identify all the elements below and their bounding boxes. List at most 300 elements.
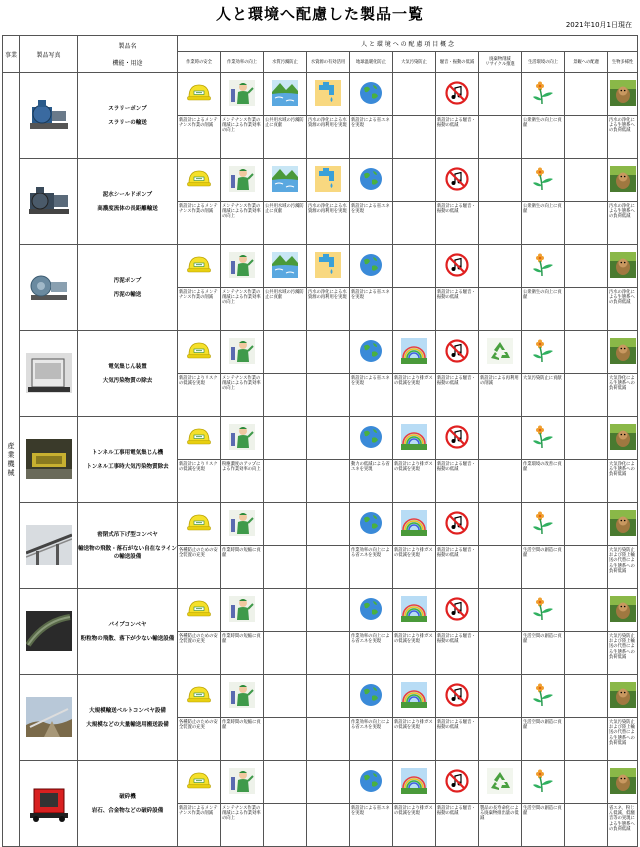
effect-text: メンテナンス作業の削減による作業効率の向上 bbox=[221, 202, 264, 245]
header-jigyo: 事業 bbox=[3, 36, 20, 73]
effect-text: 新設計による省エネを実現 bbox=[350, 288, 393, 331]
icon-cell bbox=[393, 331, 436, 374]
effect-text bbox=[565, 546, 608, 589]
product-name: 密閉式吊下げ型コンベヤ bbox=[97, 531, 158, 538]
icon-cell bbox=[565, 761, 608, 804]
effect-text: 汚水の浄化による水資源の再利用を実現 bbox=[307, 202, 350, 245]
product-function: 高濃度流体の長距離輸送 bbox=[97, 205, 158, 212]
effect-text: 生活空間の創造に貢献 bbox=[522, 718, 565, 761]
effect-text bbox=[393, 288, 436, 331]
effect-text: 作業効率の向上による省エネを実現 bbox=[350, 718, 393, 761]
effect-text: 作業時間の短縮に貢献 bbox=[221, 632, 264, 675]
icon-cell bbox=[221, 73, 264, 116]
effect-text bbox=[393, 116, 436, 159]
product-name-cell bbox=[78, 159, 178, 245]
effect-text: 大気汚染防止および陸上輸送の代替による生態系への負荷低減 bbox=[608, 718, 638, 761]
faucet-icon bbox=[315, 252, 341, 278]
table-row bbox=[3, 73, 638, 116]
product-name: 電気集じん装置 bbox=[108, 363, 147, 370]
icon-cell bbox=[436, 73, 479, 116]
icon-cell bbox=[221, 159, 264, 202]
product-name-cell bbox=[78, 331, 178, 417]
worker-icon bbox=[229, 682, 255, 708]
effect-text: 新設計によりリスクの低減を実現 bbox=[178, 374, 221, 417]
effect-text: 大気浄化による生態系への負荷低減 bbox=[608, 374, 638, 417]
flower-icon bbox=[530, 768, 556, 794]
flower-icon bbox=[530, 424, 556, 450]
flower-icon bbox=[530, 166, 556, 192]
product-table bbox=[2, 35, 638, 847]
effect-text: 新設計により排ガスの低減を実現 bbox=[393, 632, 436, 675]
worker-icon bbox=[229, 596, 255, 622]
effect-text bbox=[479, 460, 522, 503]
icon-cell bbox=[307, 761, 350, 804]
hardhat-icon bbox=[186, 338, 212, 364]
icon-cell bbox=[436, 331, 479, 374]
icon-cell bbox=[264, 73, 307, 116]
header-photo: 製品写真 bbox=[20, 36, 78, 73]
effect-text bbox=[479, 546, 522, 589]
icon-cell bbox=[393, 73, 436, 116]
product-function: トンネル工事時大気汚染物質除去 bbox=[86, 463, 169, 470]
table-row bbox=[3, 331, 638, 374]
effect-text: 生活空間の創造に貢献 bbox=[522, 632, 565, 675]
icon-cell bbox=[221, 503, 264, 546]
hardhat-icon bbox=[186, 510, 212, 536]
effect-text: 新設計によりリスクの低減を実現 bbox=[178, 460, 221, 503]
effect-text bbox=[307, 374, 350, 417]
icon-cell bbox=[479, 589, 522, 632]
icon-cell bbox=[350, 245, 393, 288]
product-photo bbox=[26, 95, 72, 135]
page-title: 人と環境へ配慮した製品一覧 bbox=[215, 5, 424, 23]
icon-cell bbox=[436, 417, 479, 460]
icon-cell bbox=[522, 73, 565, 116]
effect-text: 新設計によるメンテナンス作業の削減 bbox=[178, 288, 221, 331]
effect-text bbox=[264, 546, 307, 589]
icon-cell bbox=[221, 331, 264, 374]
effect-text bbox=[565, 116, 608, 159]
rainbow-icon bbox=[401, 510, 427, 536]
icon-cell bbox=[264, 589, 307, 632]
icon-cell bbox=[436, 245, 479, 288]
icon-cell bbox=[264, 417, 307, 460]
effect-text: 各種防止のための安全装置の充実 bbox=[178, 546, 221, 589]
effect-text: 新設計による騒音・振動の低減 bbox=[436, 632, 479, 675]
effect-text: 新設計による騒音・振動の低減 bbox=[436, 804, 479, 847]
icon-cell bbox=[264, 245, 307, 288]
col-header-5: 大気汚染防止 bbox=[393, 52, 436, 73]
icon-cell bbox=[264, 675, 307, 718]
as-of-date: 2021年10月1日現在 bbox=[565, 21, 632, 29]
effect-text: 公共用水域の汚濁防止に貢献 bbox=[264, 202, 307, 245]
no-noise-icon bbox=[444, 252, 470, 278]
effect-text: 新設計による騒音・振動の低減 bbox=[436, 374, 479, 417]
effect-text: 新設計による騒音・振動の低減 bbox=[436, 460, 479, 503]
effect-text bbox=[565, 804, 608, 847]
icon-cell bbox=[565, 417, 608, 460]
flower-icon bbox=[530, 252, 556, 278]
effect-text: メンテナンス作業の削減による作業効率の向上 bbox=[221, 288, 264, 331]
effect-text bbox=[565, 718, 608, 761]
icon-cell bbox=[393, 159, 436, 202]
icon-cell bbox=[522, 331, 565, 374]
header-group: 人 と 環 境 へ の 配 慮 項 目 概 念 bbox=[178, 36, 638, 52]
effect-text: 汚水の浄化による生態系への負荷低減 bbox=[608, 202, 638, 245]
icon-cell bbox=[178, 245, 221, 288]
effect-text: 汚水の浄化による生態系への負荷低減 bbox=[608, 288, 638, 331]
recycle-icon bbox=[487, 768, 513, 794]
effect-text: メンテナンス作業の削減による作業効率の向上 bbox=[221, 804, 264, 847]
icon-cell bbox=[393, 761, 436, 804]
icon-cell bbox=[178, 417, 221, 460]
col-header-0: 作業時の安全 bbox=[178, 52, 221, 73]
effect-text: 新設計による省エネを実現 bbox=[350, 374, 393, 417]
effect-text: 新設計による騒音・振動の低減 bbox=[436, 546, 479, 589]
flower-icon bbox=[530, 510, 556, 536]
icon-cell bbox=[436, 761, 479, 804]
faucet-icon bbox=[315, 80, 341, 106]
icon-cell bbox=[350, 761, 393, 804]
col-header-7: 廃棄物削減 リサイクル推進 bbox=[479, 52, 522, 73]
icon-cell bbox=[522, 417, 565, 460]
effect-text: メンテナンス作業の削減による作業効率の向上 bbox=[221, 374, 264, 417]
icon-cell bbox=[393, 503, 436, 546]
icon-cell bbox=[436, 589, 479, 632]
rainbow-icon bbox=[401, 768, 427, 794]
product-photo-cell bbox=[20, 503, 78, 589]
earth-icon bbox=[358, 424, 384, 450]
worker-icon bbox=[229, 424, 255, 450]
monkey-icon bbox=[610, 80, 636, 106]
product-photo bbox=[26, 525, 72, 565]
effect-text bbox=[479, 288, 522, 331]
effect-text: 生活空間の創造に貢献 bbox=[522, 546, 565, 589]
product-photo bbox=[26, 783, 72, 823]
earth-icon bbox=[358, 510, 384, 536]
effect-text: 新設計による騒音・振動の低減 bbox=[436, 718, 479, 761]
earth-icon bbox=[358, 166, 384, 192]
earth-icon bbox=[358, 252, 384, 278]
effect-text: 大気汚染防止に貢献 bbox=[522, 374, 565, 417]
effect-text bbox=[307, 718, 350, 761]
no-noise-icon bbox=[444, 424, 470, 450]
icon-cell bbox=[264, 503, 307, 546]
recycle-icon bbox=[487, 338, 513, 364]
monkey-icon bbox=[610, 252, 636, 278]
hardhat-icon bbox=[186, 80, 212, 106]
icon-cell bbox=[479, 417, 522, 460]
monkey-icon bbox=[610, 424, 636, 450]
effect-text: 新設計により排ガスの低減を実現 bbox=[393, 460, 436, 503]
icon-cell bbox=[479, 331, 522, 374]
icon-cell bbox=[565, 73, 608, 116]
icon-cell bbox=[565, 331, 608, 374]
effect-text bbox=[565, 202, 608, 245]
icon-cell bbox=[522, 159, 565, 202]
col-header-8: 生活環境の向上 bbox=[522, 52, 565, 73]
division-char: 械 bbox=[7, 468, 15, 477]
icon-cell bbox=[350, 675, 393, 718]
no-noise-icon bbox=[444, 596, 470, 622]
effect-text: 各種防止のための安全装置の充実 bbox=[178, 632, 221, 675]
icon-cell bbox=[221, 589, 264, 632]
product-photo-cell bbox=[20, 331, 78, 417]
col-header-9: 景観への配慮 bbox=[565, 52, 608, 73]
river-icon bbox=[272, 166, 298, 192]
icon-cell bbox=[350, 73, 393, 116]
rainbow-icon bbox=[401, 596, 427, 622]
no-noise-icon bbox=[444, 510, 470, 536]
division-char: 産 bbox=[7, 441, 15, 450]
product-name-cell bbox=[78, 761, 178, 847]
product-function: 岩石、合金物などの破砕設備 bbox=[91, 807, 164, 814]
earth-icon bbox=[358, 338, 384, 364]
effect-text: 新設計によるメンテナンス作業の削減 bbox=[178, 116, 221, 159]
icon-cell bbox=[522, 503, 565, 546]
effect-text: 作業効率の向上による省エネを実現 bbox=[350, 546, 393, 589]
header-name-label: 製品名 bbox=[118, 43, 137, 50]
icon-cell bbox=[178, 159, 221, 202]
worker-icon bbox=[229, 80, 255, 106]
table-row bbox=[3, 245, 638, 288]
icon-cell bbox=[565, 503, 608, 546]
effect-text bbox=[393, 202, 436, 245]
product-function: 汚泥の輸送 bbox=[113, 291, 142, 298]
product-function: スラリーの輸送 bbox=[108, 119, 147, 126]
icon-cell bbox=[522, 761, 565, 804]
product-function: 粉粒物の飛散、落下が少ない輸送設備 bbox=[80, 635, 175, 642]
product-name: 破砕機 bbox=[119, 793, 136, 800]
effect-text: 汚水の浄化による水資源の再利用を実現 bbox=[307, 288, 350, 331]
icon-cell bbox=[608, 503, 638, 546]
product-photo-cell bbox=[20, 159, 78, 245]
effect-text: 作業時間の短縮に貢献 bbox=[221, 718, 264, 761]
col-header-3: 水資源の有効活用 bbox=[307, 52, 350, 73]
icon-cell bbox=[307, 503, 350, 546]
effect-text: 新設計によるメンテナンス作業の削減 bbox=[178, 804, 221, 847]
icon-cell bbox=[307, 675, 350, 718]
no-noise-icon bbox=[444, 682, 470, 708]
product-function: 大気汚染物質の除去 bbox=[102, 377, 153, 384]
icon-cell bbox=[307, 331, 350, 374]
worker-icon bbox=[229, 252, 255, 278]
effect-text bbox=[264, 460, 307, 503]
product-name-cell bbox=[78, 589, 178, 675]
product-name-cell bbox=[78, 417, 178, 503]
hardhat-icon bbox=[186, 682, 212, 708]
icon-cell bbox=[479, 761, 522, 804]
effect-text bbox=[479, 632, 522, 675]
monkey-icon bbox=[610, 596, 636, 622]
earth-icon bbox=[358, 596, 384, 622]
product-photo bbox=[26, 697, 72, 737]
icon-cell bbox=[522, 675, 565, 718]
icon-cell bbox=[221, 417, 264, 460]
table-row bbox=[3, 503, 638, 546]
icon-cell bbox=[479, 73, 522, 116]
icon-cell bbox=[608, 589, 638, 632]
icon-cell bbox=[522, 589, 565, 632]
no-noise-icon bbox=[444, 80, 470, 106]
table-row bbox=[3, 589, 638, 632]
product-name: 汚泥ポンプ bbox=[113, 277, 142, 284]
product-photo bbox=[26, 181, 72, 221]
product-name: 大規模輸送ベルトコンベヤ設備 bbox=[89, 707, 166, 714]
icon-cell bbox=[393, 589, 436, 632]
icon-cell bbox=[565, 589, 608, 632]
hardhat-icon bbox=[186, 424, 212, 450]
col-header-2: 水質汚濁防止 bbox=[264, 52, 307, 73]
table-row bbox=[3, 761, 638, 804]
product-name-cell bbox=[78, 73, 178, 159]
river-icon bbox=[272, 252, 298, 278]
worker-icon bbox=[229, 338, 255, 364]
table-row bbox=[3, 159, 638, 202]
effect-text bbox=[307, 632, 350, 675]
monkey-icon bbox=[610, 166, 636, 192]
effect-text bbox=[479, 116, 522, 159]
earth-icon bbox=[358, 768, 384, 794]
rainbow-icon bbox=[401, 338, 427, 364]
division-char: 業 bbox=[7, 450, 15, 459]
effect-text: 公衆衛生の向上に貢献 bbox=[522, 288, 565, 331]
effect-text: メンテナンス作業の削減による作業効率の向上 bbox=[221, 116, 264, 159]
effect-text: 新設計による省エネを実現 bbox=[350, 202, 393, 245]
product-photo bbox=[26, 611, 72, 651]
river-icon bbox=[272, 80, 298, 106]
effect-text: 汚水の浄化による水資源の再利用を実現 bbox=[307, 116, 350, 159]
product-photo bbox=[26, 267, 72, 307]
division-cell bbox=[3, 73, 20, 847]
effect-text: 新設計による省エネを実現 bbox=[350, 804, 393, 847]
effect-text: 作業時間の短縮に貢献 bbox=[221, 546, 264, 589]
effect-text: 動力の低減による省エネを実現 bbox=[350, 460, 393, 503]
icon-cell bbox=[608, 761, 638, 804]
icon-cell bbox=[608, 159, 638, 202]
header-function-label: 機能・用途 bbox=[112, 60, 143, 67]
effect-text: 各種防止のための安全装置の充実 bbox=[178, 718, 221, 761]
icon-cell bbox=[393, 245, 436, 288]
icon-cell bbox=[565, 675, 608, 718]
icon-cell bbox=[436, 503, 479, 546]
effect-text: 作業効率の向上による省エネを実現 bbox=[350, 632, 393, 675]
effect-text: 新設計によるメンテナンス作業の削減 bbox=[178, 202, 221, 245]
effect-text bbox=[565, 632, 608, 675]
icon-cell bbox=[608, 245, 638, 288]
icon-cell bbox=[608, 331, 638, 374]
product-name: トンネル工事用電気集じん機 bbox=[91, 449, 164, 456]
icon-cell bbox=[264, 159, 307, 202]
effect-text bbox=[264, 718, 307, 761]
icon-cell bbox=[479, 245, 522, 288]
icon-cell bbox=[608, 73, 638, 116]
effect-text: 生活空間の創造に貢献 bbox=[522, 804, 565, 847]
no-noise-icon bbox=[444, 166, 470, 192]
effect-text bbox=[264, 804, 307, 847]
icon-cell bbox=[178, 761, 221, 804]
flower-icon bbox=[530, 80, 556, 106]
icon-cell bbox=[608, 675, 638, 718]
effect-text: 公共用水域の汚濁防止に貢献 bbox=[264, 116, 307, 159]
no-noise-icon bbox=[444, 338, 470, 364]
icon-cell bbox=[436, 159, 479, 202]
worker-icon bbox=[229, 166, 255, 192]
product-photo-cell bbox=[20, 245, 78, 331]
icon-cell bbox=[350, 589, 393, 632]
monkey-icon bbox=[610, 338, 636, 364]
table-row bbox=[3, 417, 638, 460]
product-function: 輸送物の飛散・落石がない自在なラインの輸送設備 bbox=[78, 545, 177, 560]
icon-cell bbox=[565, 245, 608, 288]
effect-text: 新設計により排ガスの低減を実現 bbox=[393, 546, 436, 589]
icon-cell bbox=[307, 245, 350, 288]
effect-text: 製品の長寿命化による廃棄物排出量の低減 bbox=[479, 804, 522, 847]
icon-cell bbox=[350, 331, 393, 374]
icon-cell bbox=[264, 331, 307, 374]
icon-cell bbox=[221, 245, 264, 288]
effect-text: 省エネ、粉じん低減、低騒音等の実現による生態系への負荷低減 bbox=[608, 804, 638, 847]
effect-text: 新設計による再利用の削減 bbox=[479, 374, 522, 417]
icon-cell bbox=[350, 159, 393, 202]
icon-cell bbox=[178, 503, 221, 546]
col-header-4: 地球温暖化防止 bbox=[350, 52, 393, 73]
effect-text: 公衆衛生の向上に貢献 bbox=[522, 202, 565, 245]
effect-text: 大気汚染防止および陸上輸送の代替による生態系への負荷低減 bbox=[608, 546, 638, 589]
icon-cell bbox=[221, 761, 264, 804]
effect-text bbox=[565, 460, 608, 503]
effect-text bbox=[479, 202, 522, 245]
product-name: 泥水シールドポンプ bbox=[102, 191, 153, 198]
icon-cell bbox=[608, 417, 638, 460]
effect-text: 公共用水域の汚濁防止に貢献 bbox=[264, 288, 307, 331]
effect-text bbox=[565, 288, 608, 331]
effect-text: 新設計による省エネを実現 bbox=[350, 116, 393, 159]
rainbow-icon bbox=[401, 424, 427, 450]
icon-cell bbox=[178, 589, 221, 632]
icon-cell bbox=[350, 417, 393, 460]
icon-cell bbox=[565, 159, 608, 202]
effect-text: 公衆衛生の向上に貢献 bbox=[522, 116, 565, 159]
effect-text: 新設計により排ガスの低減を実現 bbox=[393, 804, 436, 847]
product-name: スラリーポンプ bbox=[108, 105, 147, 112]
col-header-1: 作業効率の向上 bbox=[221, 52, 264, 73]
product-photo bbox=[26, 353, 72, 393]
icon-cell bbox=[393, 675, 436, 718]
icon-cell bbox=[178, 675, 221, 718]
no-noise-icon bbox=[444, 768, 470, 794]
col-header-10: 生物多様性 bbox=[608, 52, 638, 73]
icon-cell bbox=[350, 503, 393, 546]
icon-cell bbox=[307, 589, 350, 632]
monkey-icon bbox=[610, 510, 636, 536]
monkey-icon bbox=[610, 682, 636, 708]
effect-text: 新設計により排ガスの低減を実現 bbox=[393, 718, 436, 761]
icon-cell bbox=[307, 73, 350, 116]
hardhat-icon bbox=[186, 768, 212, 794]
flower-icon bbox=[530, 338, 556, 364]
earth-icon bbox=[358, 682, 384, 708]
icon-cell bbox=[307, 159, 350, 202]
icon-cell bbox=[479, 503, 522, 546]
icon-cell bbox=[178, 331, 221, 374]
icon-cell bbox=[436, 675, 479, 718]
effect-text: 新設計による騒音・振動の低減 bbox=[436, 288, 479, 331]
effect-text: 粉塵濃度のアップによる作業効率の向上 bbox=[221, 460, 264, 503]
col-header-6: 騒音・振動の低減 bbox=[436, 52, 479, 73]
worker-icon bbox=[229, 510, 255, 536]
effect-text: 新設計による騒音・振動の低減 bbox=[436, 202, 479, 245]
